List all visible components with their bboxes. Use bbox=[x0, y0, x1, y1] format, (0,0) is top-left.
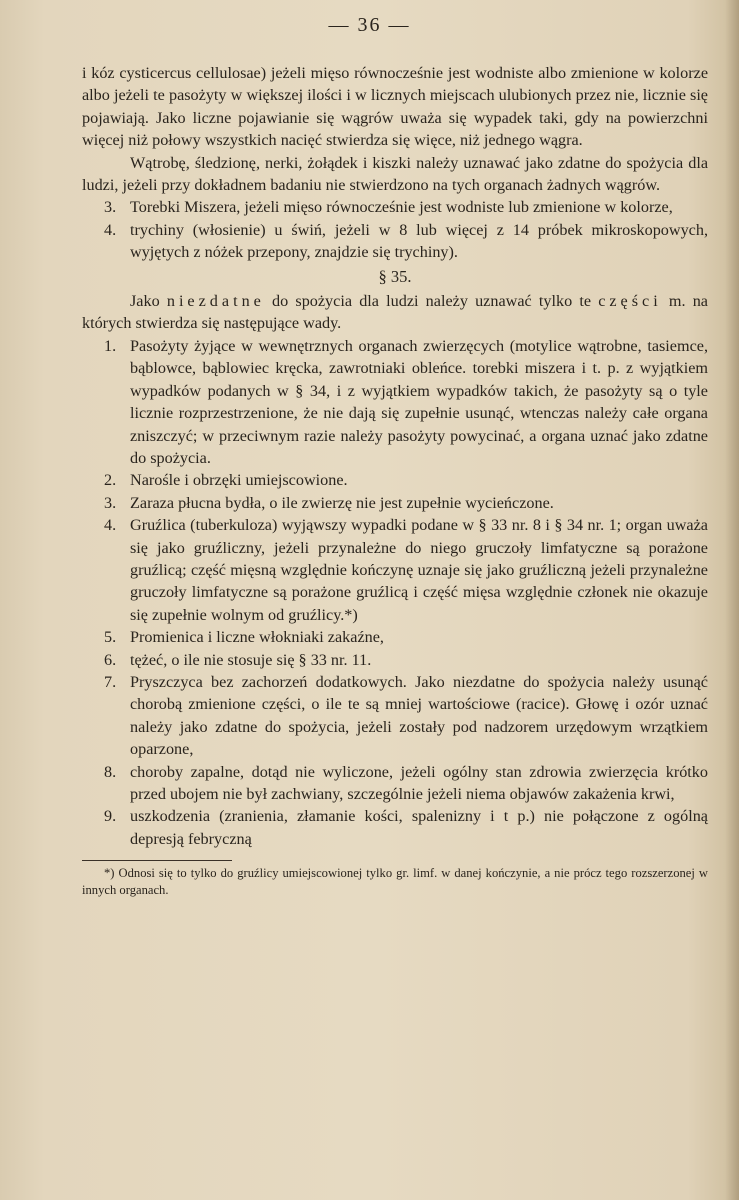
item-text: Narośle i obrzęki umiejscowione. bbox=[130, 471, 348, 490]
section-intro-part: m. na których stwierdza się następujące wady. bbox=[82, 292, 708, 333]
footnote: *) Odnosi się to tylko do gruźlicy umiejscowionej tylko gr. limf. w danej kończynie, a nie prócz tego rozszerzonej w innych organach. bbox=[82, 866, 708, 898]
section-35-list bbox=[82, 335, 708, 850]
item-text: Pryszczyca bez zachorzeń dodatkowych. Jako niezdatne do spożycia należy usunąć chorobą zmienione części, o ile te są mniej wartościowe (racice). Głowę i ozór uznać należy jako zdatne do spożycia, jeżeli zostały pod nadzorem urzędowym wrzątkiem oparzone, bbox=[130, 672, 708, 759]
item-text: Pasożyty żyjące w wewnętrznych organach zwierzęcych (motylice wątrobne, tasiemce, bąblowce, bąblowiec kręcka, zawrotniaki obleńce. torebki miszera i t. p. z wyjątkiem wypadków podanych w § 34, i z wyjątkiem wypadków takich, że pasożyty są o tyle licznie rozprzestrzenione, że nie dają się zupełnie usunąć, wtenczas należy całe organa zniszczyć; w przeciwnym razie należy pasożyty powycinać, a organa uznać jako zdatne do spożycia. bbox=[130, 336, 708, 467]
item-text: choroby zapalne, dotąd nie wyliczone, jeżeli ogólny stan zdrowia zwierzęcia krótko przed ubojem nie był zachwiany, szczególnie jeżeli niema objawów zakażenia krwi, bbox=[130, 762, 708, 803]
item-number: 3. bbox=[104, 493, 117, 512]
list-item bbox=[82, 219, 708, 264]
item-number: 4. bbox=[104, 220, 117, 239]
item-number: 3. bbox=[104, 198, 117, 217]
list-item bbox=[82, 626, 708, 648]
footnote-divider bbox=[82, 860, 232, 861]
item-text: uszkodzenia (zranienia, złamanie kości, spalenizny i t p.) nie połączone z ogólną depresją febryczną bbox=[130, 807, 708, 848]
list-item bbox=[82, 805, 708, 850]
item-text: Zaraza płucna bydła, o ile zwierzę nie jest zupełnie wycieńczone. bbox=[130, 493, 554, 512]
section-intro-emphasis: części bbox=[598, 292, 662, 311]
page-edge-shadow bbox=[725, 0, 739, 1200]
list-item bbox=[82, 196, 708, 218]
item-number: 6. bbox=[104, 650, 117, 669]
item-text: Torebki Miszera, jeżeli mięso równocześnie jest wodniste lub zmienione w kolorze, bbox=[130, 198, 673, 217]
item-number: 1. bbox=[104, 336, 117, 355]
section-intro-part: Jako bbox=[130, 292, 167, 311]
list-item bbox=[82, 761, 708, 806]
list-item bbox=[82, 492, 708, 514]
item-number: 9. bbox=[104, 807, 117, 826]
page-number: — 36 — bbox=[328, 14, 411, 36]
item-text: Gruźlica (tuberkuloza) wyjąwszy wypadki podane w § 33 nr. 8 i § 34 nr. 1; organ uważa się jako gruźliczny, jeżeli przynależne do niego gruczoły limfatyczne są porażone gruźlicą; część mięsną względnie kończynę uznaje się jako gruźliczną jeżeli przynależne gruczoły limfatyczne są porażone gruźlicą i część mięsa względnie członek nie okazuje się zupełnie wolnym od gruźlicy.*) bbox=[130, 516, 708, 624]
item-number: 2. bbox=[104, 471, 117, 490]
item-text: Promienica i liczne włokniaki zakaźne, bbox=[130, 628, 384, 647]
section-intro bbox=[82, 290, 708, 335]
item-number: 7. bbox=[104, 672, 117, 691]
item-number: 8. bbox=[104, 762, 117, 781]
list-item bbox=[82, 649, 708, 671]
section-heading: § 35. bbox=[378, 266, 412, 286]
list-item bbox=[82, 335, 708, 469]
item-number: 4. bbox=[104, 516, 117, 535]
section-intro-emphasis: niezdatne bbox=[166, 292, 265, 311]
item-text: tężeć, o ile nie stosuje się § 33 nr. 11. bbox=[130, 650, 372, 669]
list-item bbox=[82, 469, 708, 491]
intro-paragraph: i kóz cysticercus cellulosae) jeżeli mięso równocześnie jest wodniste albo zmienione w kolorze albo jeżeli te pasożyty w większej ilości i w licznych miejscach ulubionych przez nie, licznie się pojawiają. Jako liczne pojawianie się wągrów uważa się wypadek taki, gdy na powierzchni więcej niż połowy wszystkich nacięć stwierdza się więce, niż jednego wągra. bbox=[82, 64, 708, 150]
section-intro-part: do spożycia dla ludzi należy uznawać tylko te bbox=[264, 292, 599, 311]
section-34-continued-list bbox=[82, 196, 708, 263]
page-body bbox=[82, 62, 708, 899]
item-text: trychiny (włosienie) u świń, jeżeli w 8 lub więcej z 14 próbek mikroskopowych, wyjętych z nóżek przepony, znajdzie się trychiny). bbox=[130, 220, 708, 262]
item-number: 5. bbox=[104, 628, 117, 647]
liver-paragraph: Wątrobę, śledzionę, nerki, żołądek i kiszki należy uznawać jako zdatne do spożycia dla ludzi, jeżeli przy dokładnem badaniu nie stwierdzono na tych organach żadnych wągrów. bbox=[82, 153, 708, 195]
list-item bbox=[82, 514, 708, 626]
list-item bbox=[82, 671, 708, 761]
